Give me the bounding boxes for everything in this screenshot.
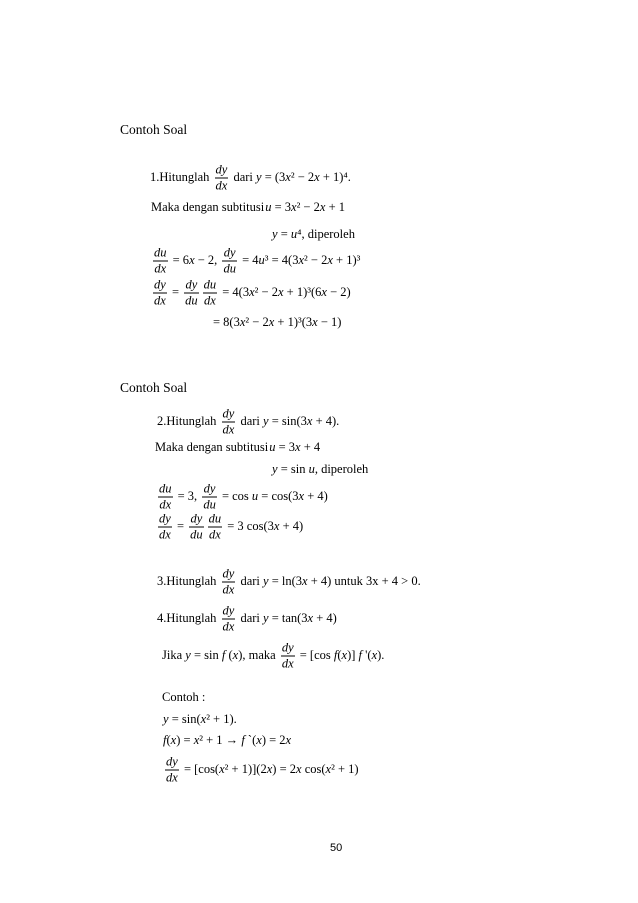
fraction-numerator [222, 247, 237, 262]
math-variable: x [170, 733, 177, 747]
fraction-numerator [281, 642, 295, 657]
math-variable: x [239, 315, 246, 329]
example-2-step-2 [156, 513, 303, 542]
math-variable: du [203, 277, 217, 292]
math-variable: x [277, 284, 284, 299]
math-variable: f [358, 647, 363, 662]
math-variable: x [302, 573, 308, 588]
math-variable: x [291, 200, 297, 214]
fraction-denominator [189, 528, 204, 542]
fraction-numerator [222, 568, 236, 583]
example-1-heading: Contoh Soal [120, 122, 188, 137]
math-variable: y [263, 610, 269, 625]
math-variable: x [327, 252, 333, 267]
rule-result: = [cos f(x)] f '(x). [299, 647, 385, 662]
fraction-numerator [153, 279, 167, 294]
problem-label: 3.Hitunglah [157, 573, 217, 588]
math-variable: dx [154, 293, 166, 308]
example-1-step-1 [151, 247, 360, 276]
step-expression: = cos u = cos(3x + 4) [221, 488, 328, 503]
math-variable: x [193, 733, 200, 747]
math-variable: x [298, 252, 305, 267]
problem-label: 1.Hitunglah [150, 169, 210, 184]
math-variable: x [256, 733, 262, 747]
fraction-denominator [202, 498, 217, 512]
derivative-fraction [208, 513, 223, 542]
derivative-fraction [222, 568, 236, 597]
math-variable: dx [166, 770, 178, 785]
step-expression: = 3, [177, 488, 198, 503]
math-variable: dy [223, 245, 236, 260]
math-variable: du [223, 261, 236, 276]
math-variable: x [285, 169, 291, 184]
math-variable: dx [159, 527, 171, 542]
example-2-problem [157, 408, 339, 437]
math-variable: x [200, 712, 207, 726]
math-variable: dx [222, 582, 235, 597]
fraction-denominator [153, 262, 168, 276]
math-variable: x [371, 647, 378, 662]
math-variable: u [269, 440, 276, 454]
math-variable: x [273, 518, 280, 533]
derivative-fraction [222, 605, 236, 634]
math-variable: x [219, 761, 225, 776]
function-expression: y = tan(3x + 4) [263, 610, 337, 625]
outer-function-expression: y = u⁴, [272, 227, 305, 241]
fraction-denominator [208, 528, 223, 542]
fraction-numerator [215, 164, 229, 179]
math-variable: dx [215, 178, 228, 193]
problem-label: 4.Hitunglah [157, 610, 217, 625]
math-variable: du [159, 481, 172, 496]
math-variable: dx [208, 527, 221, 542]
math-variable: x [189, 252, 195, 267]
fraction-denominator [281, 657, 295, 671]
math-variable: dx [222, 422, 235, 437]
math-variable: y [263, 413, 269, 428]
math-variable: du [154, 245, 167, 260]
math-variable: u [290, 227, 298, 241]
math-variable: dy [159, 511, 171, 526]
example-2-step-1 [156, 483, 328, 512]
example-1-outer-function [272, 227, 355, 241]
math-variable: x [306, 413, 313, 428]
math-variable: x [325, 761, 332, 776]
example-1-problem [150, 164, 351, 193]
example-3-line-2: f(x) = x² + 1 → f `(x) = 2x [163, 733, 292, 747]
example-1-substitution [151, 200, 345, 214]
derivative-fraction [281, 642, 295, 671]
connector-word: dari [240, 610, 260, 625]
math-variable: x [249, 284, 255, 299]
math-variable: u [251, 488, 259, 503]
math-variable: x [266, 761, 273, 776]
fraction-numerator [222, 408, 236, 423]
fraction-numerator [165, 756, 179, 771]
connector-word: dari [240, 573, 260, 588]
condition-word: Jika [162, 647, 183, 662]
substitution-text: Maka dengan subtitusi [155, 440, 269, 454]
step-expression: = [cos(x² + 1)](2x) = 2x cos(x² + 1) [183, 761, 359, 776]
step-expression: = 4(3x² − 2x + 1)³(6x − 2) [222, 284, 351, 299]
math-variable: x [307, 610, 314, 625]
derivative-fraction [215, 164, 229, 193]
math-variable: dy [203, 481, 216, 496]
fraction-denominator [153, 294, 167, 308]
fraction-denominator [215, 179, 229, 193]
connector-word: dari [240, 413, 260, 428]
function-expression: y = ln(3x + 4) [263, 573, 332, 588]
math-variable: x [319, 200, 326, 214]
math-variable: x [321, 284, 327, 299]
derivative-fraction [202, 483, 217, 512]
step-expression: = [176, 518, 184, 533]
example-2-substitution [155, 440, 320, 454]
domain-condition: untuk 3x + 4 > 0. [334, 573, 421, 588]
step-expression: = 6x − 2, [172, 252, 218, 267]
problem-label: 2.Hitunglah [157, 413, 217, 428]
consequence-word: maka [248, 647, 276, 662]
math-variable: dx [154, 261, 167, 276]
fraction-numerator [203, 279, 218, 294]
math-variable: dx [203, 293, 216, 308]
math-variable: x [341, 647, 348, 662]
substitution-expression: u = 3x² − 2x + 1 [265, 200, 345, 214]
derivative-fraction [203, 279, 218, 308]
example-1-step-2 [151, 279, 351, 308]
math-variable: dx [281, 656, 294, 671]
derivative-fraction [222, 247, 237, 276]
derivative-fraction [165, 756, 179, 785]
example-3-line-1: y = sin(x² + 1). [163, 712, 237, 726]
math-variable: f [221, 647, 226, 662]
math-variable: dy [215, 162, 228, 177]
math-variable: dx [222, 619, 235, 634]
math-variable: dx [159, 497, 172, 512]
fraction-denominator [184, 294, 199, 308]
math-variable: y [185, 647, 191, 662]
chain-rule-statement [162, 642, 384, 671]
math-variable: y [272, 227, 278, 241]
function-expression: y = (3x² − 2x + 1)⁴. [256, 169, 351, 184]
math-variable: f [163, 733, 167, 747]
math-variable: dy [185, 277, 198, 292]
math-variable: f [241, 733, 245, 747]
math-variable: du [185, 293, 198, 308]
derivative-fraction [222, 408, 236, 437]
math-variable: x [232, 647, 239, 662]
math-variable: dy [154, 277, 166, 292]
substitution-text: Maka dengan subtitusi [151, 200, 265, 214]
derivative-fraction [184, 279, 199, 308]
example-3-line-3 [163, 756, 359, 785]
math-variable: dy [222, 603, 235, 618]
math-variable: x [314, 169, 320, 184]
exercise-3 [157, 568, 421, 597]
fraction-numerator [184, 279, 199, 294]
example-2-outer-function [272, 462, 368, 476]
fraction-denominator [165, 771, 179, 785]
derivative-fraction [158, 483, 173, 512]
function-expression: y = sin(3x + 4). [263, 413, 340, 428]
math-variable: y [263, 573, 269, 588]
math-variable: du [190, 527, 203, 542]
math-variable: f [333, 647, 338, 662]
derivative-fraction [153, 279, 167, 308]
fraction-numerator [202, 483, 217, 498]
math-variable: y [272, 462, 278, 476]
math-variable: x [285, 733, 292, 747]
example-1-step-3 [213, 315, 341, 329]
example-3-label: Contoh : [162, 690, 206, 704]
page-number: 50 [330, 842, 343, 854]
step-expression: = [171, 284, 179, 299]
outer-function-word: diperoleh [307, 227, 355, 241]
math-variable: x [312, 315, 318, 329]
fraction-denominator [222, 620, 236, 634]
math-variable: x [296, 761, 302, 776]
derivative-fraction [158, 513, 172, 542]
fraction-denominator [222, 262, 237, 276]
math-variable: dy [166, 754, 178, 769]
outer-function-word: diperoleh [321, 462, 369, 476]
derivative-fraction [189, 513, 204, 542]
exercise-4 [157, 605, 337, 634]
math-variable: du [208, 511, 222, 526]
fraction-numerator [208, 513, 223, 528]
fraction-denominator [203, 294, 218, 308]
fraction-numerator [189, 513, 204, 528]
fraction-denominator [158, 498, 173, 512]
fraction-numerator [158, 483, 173, 498]
math-variable: u [258, 252, 265, 267]
substitution-expression: u = 3x + 4 [269, 440, 321, 454]
example-2-heading: Contoh Soal [120, 380, 188, 395]
step-expression: = 4u³ = 4(3x² − 2x + 1)³ [242, 252, 361, 267]
math-variable: du [203, 497, 216, 512]
connector-word: dari [233, 169, 253, 184]
step-expression: = 8(3x² − 2x + 1)³(3x − 1) [213, 315, 342, 329]
outer-function-expression: y = sin u, [272, 462, 318, 476]
derivative-fraction [153, 247, 168, 276]
math-variable: dy [281, 640, 294, 655]
step-expression: = 3 cos(3x + 4) [227, 518, 304, 533]
math-variable: y [163, 712, 169, 726]
fraction-numerator [153, 247, 168, 262]
math-variable: u [265, 200, 272, 214]
math-variable: x [295, 440, 301, 454]
math-variable: dy [222, 566, 235, 581]
math-variable: u [308, 462, 315, 476]
function-expression: y = sin f (x), [185, 647, 246, 662]
fraction-numerator [222, 605, 236, 620]
fraction-numerator [158, 513, 172, 528]
math-variable: x [298, 488, 305, 503]
fraction-denominator [222, 583, 236, 597]
math-variable: dy [190, 511, 203, 526]
fraction-denominator [158, 528, 172, 542]
math-variable: y [256, 169, 262, 184]
math-variable: x [268, 315, 275, 329]
math-variable: dy [222, 406, 235, 421]
fraction-denominator [222, 423, 236, 437]
